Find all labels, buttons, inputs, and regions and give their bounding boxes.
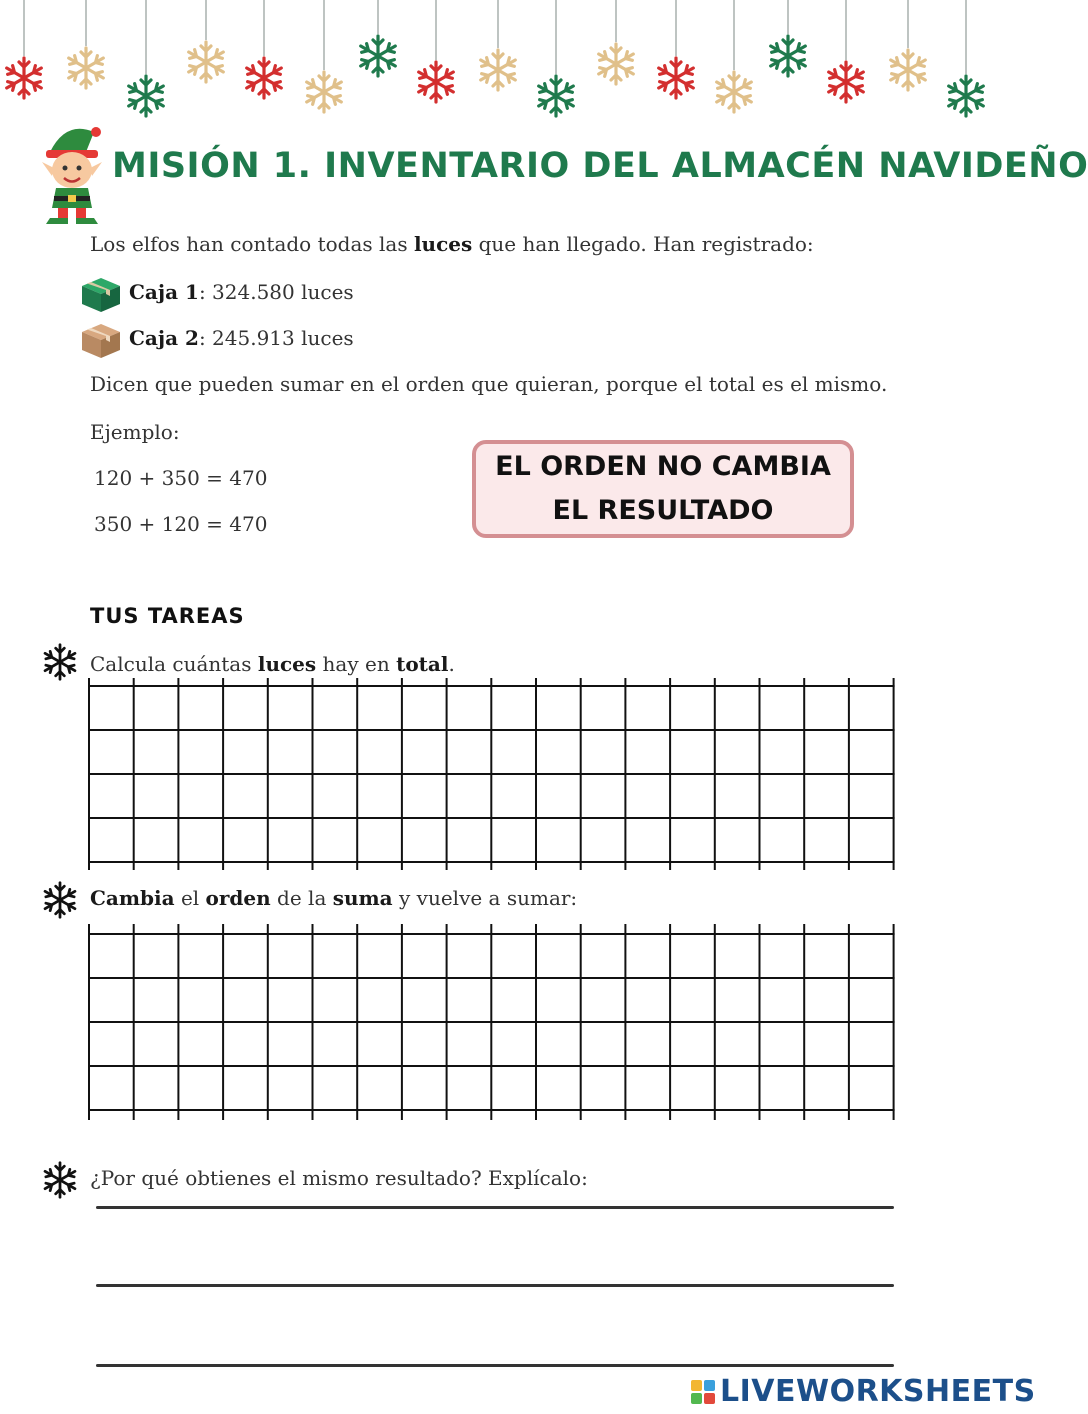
box-2-text: Caja 2: 245.913 luces <box>129 326 354 350</box>
snowflake-icon <box>599 44 634 84</box>
snowflake-icon <box>7 58 42 98</box>
snowflake-icon <box>829 62 864 102</box>
snowflake-icon <box>247 58 282 98</box>
intro-text: Los elfos han contado todas las luces que han llegado. Han registrado: <box>90 232 814 256</box>
snowflake-icon <box>771 36 806 76</box>
task-3-text: ¿Por qué obtienes el mismo resultado? Explícalo: <box>90 1166 588 1190</box>
snowflake-bullet-icon <box>41 1160 79 1200</box>
rule-callout <box>472 440 854 538</box>
snowflake-bullet-icon <box>41 642 79 682</box>
example-1: 120 + 350 = 470 <box>94 466 268 490</box>
task-2-text: Cambia el orden de la suma y vuelve a sumar: <box>90 886 578 910</box>
task-1-text: Calcula cuántas luces hay en total. <box>90 652 455 676</box>
answer-line-3[interactable] <box>96 1364 894 1367</box>
snowflake-icon <box>949 76 984 116</box>
answer-grid-1[interactable] <box>88 678 894 864</box>
rule-line-2: EL RESULTADO <box>552 495 774 526</box>
snowflake-icon <box>891 50 926 90</box>
snowflake-garland <box>0 0 1000 130</box>
green-box-icon <box>80 274 122 314</box>
footer-brand: LIVEWORKSHEETS <box>720 1374 1036 1409</box>
snowflake-icon <box>361 36 396 76</box>
brown-box-icon <box>80 320 122 360</box>
answer-line-1[interactable] <box>96 1206 894 1209</box>
tasks-heading: TUS TAREAS <box>90 604 245 628</box>
order-text: Dicen que pueden sumar en el orden que quieran, porque el total es el mismo. <box>90 372 888 396</box>
elf-icon <box>36 122 108 226</box>
example-label: Ejemplo: <box>90 420 180 444</box>
rule-line-1: EL ORDEN NO CAMBIA <box>495 451 831 482</box>
snowflake-icon <box>129 76 164 116</box>
answer-grid-2[interactable] <box>88 924 894 1114</box>
snowflake-icon <box>539 76 574 116</box>
snowflake-icon <box>189 42 224 82</box>
snowflake-icon <box>307 72 342 112</box>
snowflake-icon <box>659 58 694 98</box>
snowflake-icon <box>69 48 104 88</box>
liveworksheets-logo <box>690 1374 1036 1409</box>
snowflake-bullet-icon <box>41 880 79 920</box>
snowflake-icon <box>419 62 454 102</box>
example-2: 350 + 120 = 470 <box>94 512 268 536</box>
box-1-text: Caja 1: 324.580 luces <box>129 280 354 304</box>
page-title: MISIÓN 1. INVENTARIO DEL ALMACÉN NAVIDEÑO <box>112 146 1088 186</box>
snowflake-icon <box>717 72 752 112</box>
liveworksheets-icon <box>690 1379 716 1405</box>
snowflake-icon <box>481 50 516 90</box>
answer-line-2[interactable] <box>96 1284 894 1287</box>
